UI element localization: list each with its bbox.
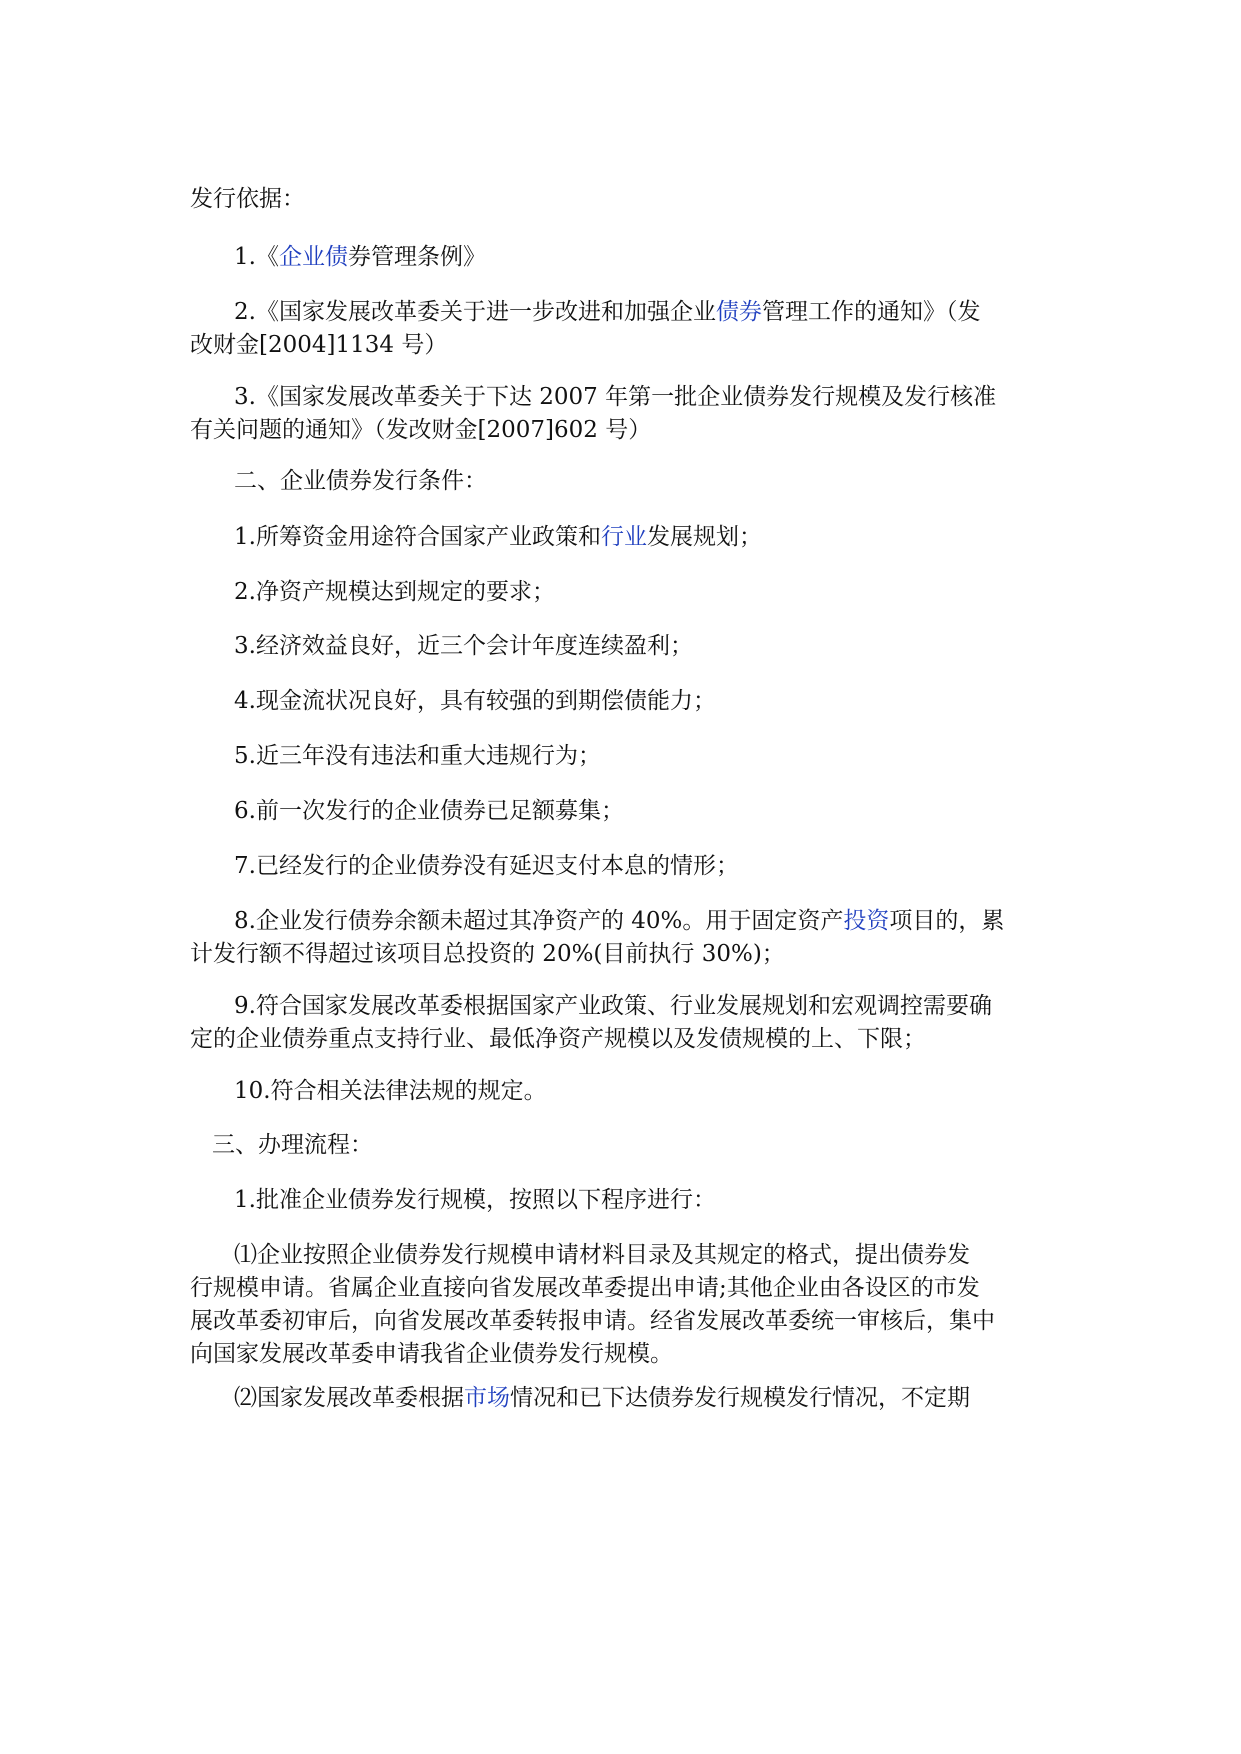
- paragraph-line: [190, 850, 1060, 883]
- paragraph: [190, 1382, 1060, 1415]
- paragraph-line: [190, 296, 1060, 329]
- text-segment: 9.符合国家发展改革委根据国家产业政策、行业发展规划和宏观调控需要确: [234, 993, 992, 1019]
- paragraph-line: [190, 685, 1060, 718]
- text-segment: 三、办理流程：: [212, 1132, 373, 1158]
- text-segment: 1.《: [234, 244, 279, 270]
- text-segment: ⑴企业按照企业债券发行规模申请材料目录及其规定的格式，提出债券发: [234, 1242, 970, 1268]
- paragraph-line: [190, 381, 1060, 414]
- paragraph-line: [190, 183, 1060, 216]
- paragraph-line: [190, 241, 1060, 274]
- paragraph: [190, 1184, 1060, 1217]
- text-segment: 2.净资产规模达到规定的要求；: [234, 579, 555, 605]
- text-segment: 7.已经发行的企业债券没有延迟支付本息的情形；: [234, 853, 739, 879]
- paragraph: [190, 905, 1060, 971]
- text-segment: 6.前一次发行的企业债券已足额募集；: [234, 798, 624, 824]
- text-segment: 发行依据：: [190, 186, 305, 212]
- paragraph: [190, 521, 1060, 554]
- paragraph-line: 向国家发展改革委申请我省企业债券发行规模。: [190, 1341, 673, 1367]
- text-segment: 5.近三年没有违法和重大违规行为；: [234, 743, 601, 769]
- paragraph-line: [190, 576, 1060, 609]
- paragraph: [190, 241, 1060, 274]
- text-segment: 3.经济效益良好，近三个会计年度连续盈利；: [234, 633, 693, 659]
- text-segment: 2.《国家发展改革委关于进一步改进和加强企业: [234, 299, 716, 325]
- hyperlink[interactable]: 行业: [600, 524, 647, 550]
- paragraph-line: 展改革委初审后，向省发展改革委转报申请。经省发展改革委统一审核后，集中: [190, 1308, 995, 1334]
- paragraph: [190, 795, 1060, 828]
- paragraph: [190, 296, 1060, 362]
- text-segment: ⑵国家发展改革委根据: [234, 1385, 464, 1411]
- paragraph: [190, 1239, 1060, 1371]
- text-segment: 项目的，累: [889, 908, 1005, 934]
- paragraph-line: [190, 990, 1060, 1023]
- paragraph: [190, 1075, 1060, 1108]
- paragraph-line: [190, 630, 1060, 663]
- paragraph-line: [190, 1382, 1060, 1415]
- paragraph-line: [190, 795, 1060, 828]
- paragraph: [190, 465, 1060, 498]
- text-segment: 3.《国家发展改革委关于下达 2007 年第一批企业债券发行规模及发行核准: [234, 384, 997, 410]
- paragraph-line: 行规模申请。省属企业直接向省发展改革委提出申请;其他企业由各设区的市发: [190, 1275, 980, 1301]
- paragraph-line: [190, 521, 1060, 554]
- text-segment: 10.符合相关法律法规的规定。: [234, 1078, 547, 1104]
- paragraph: [190, 850, 1060, 883]
- paragraph: [190, 740, 1060, 773]
- paragraph-line: [190, 740, 1060, 773]
- paragraph: [190, 576, 1060, 609]
- paragraph-line: 改财金[2004]1134 号）: [190, 332, 448, 358]
- paragraph-line: [190, 1184, 1060, 1217]
- hyperlink[interactable]: 债券: [715, 299, 762, 325]
- paragraph-line: 计发行额不得超过该项目总投资的 20%(目前执行 30%)；: [190, 941, 785, 967]
- text-segment: 8.企业发行债券余额未超过其净资产的 40%。用于固定资产: [234, 908, 844, 934]
- paragraph-line: [190, 1075, 1060, 1108]
- paragraph-line: [190, 465, 1060, 498]
- paragraph: [190, 685, 1060, 718]
- hyperlink[interactable]: 企业债: [278, 244, 348, 270]
- text-segment: 管理工作的通知》（发: [761, 299, 981, 325]
- paragraph: [190, 1129, 1060, 1162]
- text-segment: 4.现金流状况良好，具有较强的到期偿债能力；: [234, 688, 716, 714]
- text-segment: 情况和已下达债券发行规模发行情况，不定期: [510, 1385, 970, 1411]
- hyperlink[interactable]: 市场: [464, 1385, 510, 1411]
- text-segment: 1.批准企业债券发行规模，按照以下程序进行：: [234, 1187, 716, 1213]
- text-segment: 发展规划；: [646, 524, 762, 550]
- paragraph: [190, 183, 1060, 216]
- text-segment: 1.所筹资金用途符合国家产业政策和: [234, 524, 601, 550]
- paragraph: [190, 381, 1060, 447]
- paragraph-line: 定的企业债券重点支持行业、最低净资产规模以及发债规模的上、下限；: [190, 1026, 926, 1052]
- paragraph-line: [190, 1129, 1060, 1162]
- paragraph-line: [190, 905, 1060, 938]
- paragraph-line: [190, 1239, 1060, 1272]
- text-segment: 二、企业债券发行条件：: [234, 468, 487, 494]
- paragraph: [190, 630, 1060, 663]
- text-segment: 券管理条例》: [347, 244, 486, 270]
- paragraph-line: 有关问题的通知》（发改财金[2007]602 号）: [190, 417, 652, 443]
- hyperlink[interactable]: 投资: [843, 908, 890, 934]
- paragraph: [190, 990, 1060, 1056]
